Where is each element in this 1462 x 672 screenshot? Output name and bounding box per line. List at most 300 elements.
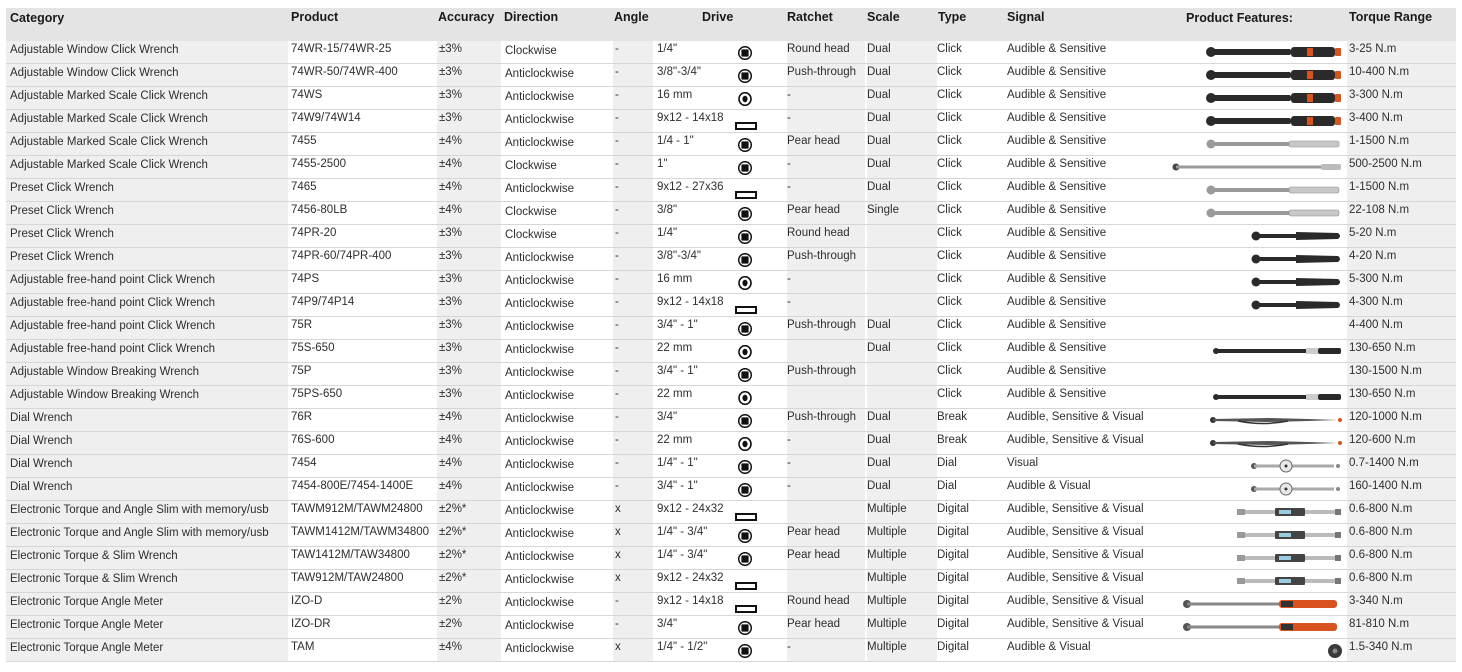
torque-range-cell: 130-1500 N.m (1347, 363, 1456, 385)
angle-cell: - (613, 340, 653, 362)
wrench-black-silver-icon (1211, 390, 1343, 408)
rect-drive-icon (735, 117, 757, 125)
drive-cell: 3/8"-3/4" (657, 66, 701, 78)
drive-cell: 9x12 - 14x18 (657, 296, 724, 308)
signal-cell: Audible, Sensitive & Visual (1007, 526, 1144, 538)
accuracy-cell: ±4% (437, 133, 501, 155)
torque-range-cell: 130-650 N.m (1347, 340, 1456, 362)
torque-range-cell: 1-1500 N.m (1347, 133, 1456, 155)
wrench-black-silver-icon (1211, 344, 1343, 362)
signal-cell: Audible, Sensitive & Visual (1007, 595, 1144, 607)
ratchet-cell: - (787, 455, 865, 477)
header-ratchet: Ratchet (787, 10, 833, 24)
accuracy-cell: ±3% (437, 110, 501, 132)
ratchet-cell (787, 386, 865, 408)
angle-cell: - (613, 593, 653, 615)
ratchet-cell: Pear head (787, 202, 865, 224)
square-drive-icon (738, 138, 752, 152)
accuracy-cell: ±3% (437, 294, 501, 316)
drive-cell: 22 mm (657, 342, 693, 354)
angle-cell: - (613, 110, 653, 132)
category-cell: Adjustable Window Breaking Wrench (6, 386, 288, 408)
direction-cell: Anticlockwise (505, 68, 575, 80)
rect-drive-icon (735, 600, 757, 608)
type-cell: Click (937, 112, 962, 124)
scale-cell: Multiple (867, 501, 937, 523)
table-row (6, 478, 1456, 501)
header-accuracy: Accuracy (438, 10, 495, 24)
header-direction: Direction (504, 10, 559, 24)
torque-range-cell: 160-1400 N.m (1347, 478, 1456, 500)
angle-cell: - (613, 202, 653, 224)
header-product-features: Product Features: (1186, 11, 1293, 25)
product-cell: 7454-800E/7454-1400E (291, 480, 414, 492)
accuracy-cell: ±3% (437, 41, 501, 63)
round-drive-icon (738, 92, 752, 106)
product-feature-image (1167, 225, 1345, 247)
torque-range-cell: 4-300 N.m (1347, 294, 1456, 316)
table-row (6, 225, 1456, 248)
signal-cell: Audible & Visual (1007, 641, 1091, 653)
product-feature-image (1167, 639, 1345, 661)
category-cell: Preset Click Wrench (6, 179, 288, 201)
signal-cell: Audible & Sensitive (1007, 112, 1107, 124)
wrench-chrome-icon (1203, 137, 1343, 155)
direction-cell: Anticlockwise (505, 643, 575, 655)
type-cell: Break (937, 434, 968, 446)
type-cell: Break (937, 411, 968, 423)
scale-cell: Dual (867, 478, 937, 500)
drive-cell: 1/4" (657, 43, 678, 55)
direction-cell: Anticlockwise (505, 620, 575, 632)
table-row (6, 455, 1456, 478)
category-cell: Dial Wrench (6, 409, 288, 431)
product-cell: 7465 (291, 181, 317, 193)
product-feature-image (1167, 432, 1345, 454)
direction-cell: Anticlockwise (505, 137, 575, 149)
table-row (6, 547, 1456, 570)
ratchet-cell: - (787, 87, 865, 109)
direction-cell: Anticlockwise (505, 459, 575, 471)
direction-cell: Anticlockwise (505, 275, 575, 287)
wrench-chrome-long-icon (1171, 160, 1343, 178)
category-cell: Adjustable free-hand point Click Wrench (6, 271, 288, 293)
product-feature-image (1167, 524, 1345, 546)
square-drive-icon (738, 552, 752, 566)
torque-range-cell: 120-600 N.m (1347, 432, 1456, 454)
product-cell: IZO-D (291, 595, 323, 607)
accuracy-cell: ±4% (437, 432, 501, 454)
product-cell: 7454 (291, 457, 317, 469)
scale-cell: Multiple (867, 570, 937, 592)
signal-cell: Audible & Sensitive (1007, 365, 1107, 377)
table-row (6, 386, 1456, 409)
product-cell: 74PR-60/74PR-400 (291, 250, 392, 262)
drive-cell: 1/4" - 3/4" (657, 526, 708, 538)
signal-cell: Audible, Sensitive & Visual (1007, 618, 1144, 630)
header-drive: Drive (702, 10, 734, 24)
square-drive-icon (738, 207, 752, 221)
category-cell: Adjustable Marked Scale Click Wrench (6, 87, 288, 109)
drive-cell: 3/4" (657, 618, 678, 630)
category-cell: Electronic Torque and Angle Slim with memory/usb (6, 501, 288, 523)
direction-cell: Anticlockwise (505, 298, 575, 310)
ratchet-cell: - (787, 294, 865, 316)
round-drive-icon (738, 345, 752, 359)
product-cell: 74WR-15/74WR-25 (291, 43, 392, 55)
table-row (6, 133, 1456, 156)
ratchet-cell (787, 501, 865, 523)
product-feature-image (1167, 409, 1345, 431)
signal-cell: Audible, Sensitive & Visual (1007, 503, 1144, 515)
wrench-digital-icon (1235, 574, 1343, 592)
ratchet-cell: - (787, 156, 865, 178)
direction-cell: Anticlockwise (505, 436, 575, 448)
scale-cell: Dual (867, 340, 937, 362)
ratchet-cell: Pear head (787, 133, 865, 155)
product-feature-image (1167, 363, 1345, 385)
direction-cell: Anticlockwise (505, 183, 575, 195)
product-feature-image (1167, 202, 1345, 224)
scale-cell: Dual (867, 179, 937, 201)
square-drive-icon (738, 46, 752, 60)
direction-cell: Anticlockwise (505, 574, 575, 586)
category-cell: Adjustable free-hand point Click Wrench (6, 317, 288, 339)
angle-cell: - (613, 156, 653, 178)
torque-range-cell: 1-1500 N.m (1347, 179, 1456, 201)
scale-cell (867, 271, 937, 293)
product-cell: TAM (291, 641, 315, 653)
product-feature-image (1167, 179, 1345, 201)
wrench-orange-long-icon (1181, 620, 1343, 638)
category-cell: Electronic Torque & Slim Wrench (6, 570, 288, 592)
wrench-short-black-icon (1248, 275, 1343, 293)
wrench-short-black-icon (1248, 229, 1343, 247)
direction-cell: Anticlockwise (505, 482, 575, 494)
product-feature-image (1167, 271, 1345, 293)
category-cell: Electronic Torque and Angle Slim with memory/usb (6, 524, 288, 546)
direction-cell: Anticlockwise (505, 390, 575, 402)
direction-cell: Anticlockwise (505, 413, 575, 425)
scale-cell: Multiple (867, 524, 937, 546)
signal-cell: Audible & Sensitive (1007, 227, 1107, 239)
accuracy-cell: ±2%* (437, 501, 501, 523)
table-header (6, 8, 1456, 41)
product-feature-image (1167, 478, 1345, 500)
accuracy-cell: ±2%* (437, 547, 501, 569)
accuracy-cell: ±4% (437, 202, 501, 224)
category-cell: Adjustable free-hand point Click Wrench (6, 294, 288, 316)
torque-range-cell: 4-400 N.m (1347, 317, 1456, 339)
signal-cell: Audible & Sensitive (1007, 388, 1107, 400)
drive-cell: 1/4" - 1/2" (657, 641, 708, 653)
header-torque-range: Torque Range (1349, 10, 1433, 24)
angle-cell: x (613, 501, 653, 523)
product-cell: TAW912M/TAW24800 (291, 572, 404, 584)
product-feature-image (1167, 455, 1345, 477)
type-cell: Digital (937, 595, 969, 607)
product-feature-image (1167, 570, 1345, 592)
category-cell: Preset Click Wrench (6, 248, 288, 270)
table-row (6, 501, 1456, 524)
signal-cell: Audible & Sensitive (1007, 158, 1107, 170)
signal-cell: Audible & Sensitive (1007, 296, 1107, 308)
square-drive-icon (738, 69, 752, 83)
direction-cell: Anticlockwise (505, 252, 575, 264)
accuracy-cell: ±3% (437, 87, 501, 109)
signal-cell: Audible, Sensitive & Visual (1007, 411, 1144, 423)
product-cell: 75P (291, 365, 312, 377)
table-row (6, 432, 1456, 455)
type-cell: Click (937, 181, 962, 193)
ratchet-cell: Round head (787, 225, 865, 247)
type-cell: Dial (937, 480, 957, 492)
accuracy-cell: ±4% (437, 639, 501, 661)
angle-cell: - (613, 455, 653, 477)
table-row (6, 156, 1456, 179)
rect-drive-icon (735, 301, 757, 309)
accuracy-cell: ±3% (437, 386, 501, 408)
scale-cell (867, 248, 937, 270)
table-row (6, 294, 1456, 317)
table-row (6, 202, 1456, 225)
torque-range-cell: 3-25 N.m (1347, 41, 1456, 63)
rect-drive-icon (735, 508, 757, 516)
direction-cell: Clockwise (505, 45, 557, 57)
accuracy-cell: ±3% (437, 64, 501, 86)
product-feature-image (1167, 616, 1345, 638)
category-cell: Preset Click Wrench (6, 202, 288, 224)
wrench-break-icon (1208, 413, 1343, 431)
drive-cell: 9x12 - 14x18 (657, 595, 724, 607)
torque-range-cell: 0.7-1400 N.m (1347, 455, 1456, 477)
accuracy-cell: ±3% (437, 248, 501, 270)
wrench-chrome-icon (1203, 206, 1343, 224)
product-feature-image (1167, 501, 1345, 523)
accuracy-cell: ±2%* (437, 570, 501, 592)
direction-cell: Clockwise (505, 206, 557, 218)
product-cell: TAW1412M/TAW34800 (291, 549, 410, 561)
type-cell: Digital (937, 526, 969, 538)
drive-cell: 9x12 - 27x36 (657, 181, 724, 193)
table-row (6, 41, 1456, 64)
type-cell: Digital (937, 549, 969, 561)
square-drive-icon (738, 621, 752, 635)
wrench-black-orange-icon (1203, 91, 1343, 109)
angle-cell: - (613, 294, 653, 316)
scale-cell: Multiple (867, 616, 937, 638)
direction-cell: Anticlockwise (505, 367, 575, 379)
table-row (6, 317, 1456, 340)
angle-cell: - (613, 179, 653, 201)
angle-cell: - (613, 432, 653, 454)
scale-cell: Dual (867, 87, 937, 109)
drive-cell: 16 mm (657, 89, 693, 101)
scale-cell (867, 386, 937, 408)
angle-cell: x (613, 570, 653, 592)
wrench-digital-icon (1235, 528, 1343, 546)
drive-cell: 22 mm (657, 434, 693, 446)
table-row (6, 409, 1456, 432)
angle-cell: - (613, 317, 653, 339)
scale-cell (867, 294, 937, 316)
category-cell: Electronic Torque Angle Meter (6, 639, 288, 661)
type-cell: Click (937, 204, 962, 216)
header-signal: Signal (1007, 10, 1045, 24)
direction-cell: Anticlockwise (505, 91, 575, 103)
torque-range-cell: 4-20 N.m (1347, 248, 1456, 270)
round-drive-icon (738, 391, 752, 405)
ratchet-cell: - (787, 478, 865, 500)
product-feature-image (1167, 340, 1345, 362)
type-cell: Click (937, 158, 962, 170)
type-cell: Click (937, 365, 962, 377)
ratchet-cell: Pear head (787, 616, 865, 638)
category-cell: Dial Wrench (6, 455, 288, 477)
table-row (6, 64, 1456, 87)
torque-range-cell: 5-300 N.m (1347, 271, 1456, 293)
product-cell: 7455-2500 (291, 158, 346, 170)
angle-cell: - (613, 271, 653, 293)
square-drive-icon (738, 644, 752, 658)
wrench-short-black-icon (1248, 298, 1343, 316)
product-cell: 7456-80LB (291, 204, 348, 216)
torque-range-cell: 3-400 N.m (1347, 110, 1456, 132)
category-cell: Dial Wrench (6, 478, 288, 500)
table-row (6, 248, 1456, 271)
accuracy-cell: ±2%* (437, 524, 501, 546)
type-cell: Click (937, 89, 962, 101)
product-cell: 75PS-650 (291, 388, 343, 400)
type-cell: Click (937, 296, 962, 308)
scale-cell: Dual (867, 110, 937, 132)
torque-range-cell: 3-340 N.m (1347, 593, 1456, 615)
square-drive-icon (738, 460, 752, 474)
product-feature-image (1167, 547, 1345, 569)
angle-cell: - (613, 41, 653, 63)
type-cell: Digital (937, 503, 969, 515)
angle-cell: - (613, 133, 653, 155)
round-drive-icon (738, 437, 752, 451)
scale-cell: Single (867, 202, 937, 224)
category-cell: Adjustable Window Click Wrench (6, 64, 288, 86)
drive-cell: 3/8" (657, 204, 678, 216)
signal-cell: Audible & Sensitive (1007, 342, 1107, 354)
drive-cell: 3/8"-3/4" (657, 250, 701, 262)
drive-cell: 1/4" - 3/4" (657, 549, 708, 561)
scale-cell: Dual (867, 64, 937, 86)
ratchet-cell: - (787, 179, 865, 201)
product-cell: 74PS (291, 273, 320, 285)
angle-cell: x (613, 524, 653, 546)
wrench-short-black-icon (1248, 252, 1343, 270)
product-cell: 75S-650 (291, 342, 335, 354)
table-row (6, 271, 1456, 294)
accuracy-cell: ±4% (437, 455, 501, 477)
header-type: Type (938, 10, 967, 24)
wrench-break-icon (1208, 436, 1343, 454)
square-drive-icon (738, 322, 752, 336)
type-cell: Click (937, 273, 962, 285)
direction-cell: Clockwise (505, 160, 557, 172)
signal-cell: Audible & Sensitive (1007, 204, 1107, 216)
accuracy-cell: ±2% (437, 616, 501, 638)
product-feature-image (1167, 386, 1345, 408)
ratchet-cell: Push-through (787, 317, 865, 339)
header-scale: Scale (867, 10, 900, 24)
table-row (6, 593, 1456, 616)
product-feature-image (1167, 317, 1345, 339)
accuracy-cell: ±3% (437, 317, 501, 339)
torque-range-cell: 130-650 N.m (1347, 386, 1456, 408)
product-feature-image (1167, 133, 1345, 155)
product-cell: 74PR-20 (291, 227, 337, 239)
category-cell: Electronic Torque Angle Meter (6, 593, 288, 615)
table-row (6, 179, 1456, 202)
signal-cell: Audible & Sensitive (1007, 66, 1107, 78)
scale-cell: Multiple (867, 593, 937, 615)
table-row (6, 616, 1456, 639)
drive-cell: 3/4" (657, 411, 678, 423)
torque-range-cell: 120-1000 N.m (1347, 409, 1456, 431)
square-drive-icon (738, 483, 752, 497)
angle-cell: - (613, 386, 653, 408)
signal-cell: Audible & Sensitive (1007, 89, 1107, 101)
table-row (6, 363, 1456, 386)
category-cell: Adjustable Marked Scale Click Wrench (6, 156, 288, 178)
signal-cell: Audible & Sensitive (1007, 319, 1107, 331)
direction-cell: Clockwise (505, 229, 557, 241)
header-product: Product (291, 10, 339, 24)
signal-cell: Audible & Visual (1007, 480, 1091, 492)
drive-cell: 9x12 - 14x18 (657, 112, 724, 124)
category-cell: Adjustable free-hand point Click Wrench (6, 340, 288, 362)
ratchet-cell: Round head (787, 41, 865, 63)
square-drive-icon (738, 368, 752, 382)
ratchet-cell: Push-through (787, 64, 865, 86)
rect-drive-icon (735, 186, 757, 194)
ratchet-cell: - (787, 110, 865, 132)
wrench-dial-icon (1248, 459, 1343, 477)
product-cell: 76S-600 (291, 434, 335, 446)
wrench-chrome-icon (1203, 183, 1343, 201)
table-row (6, 340, 1456, 363)
accuracy-cell: ±3% (437, 271, 501, 293)
table-row (6, 639, 1456, 662)
ratchet-cell: Push-through (787, 248, 865, 270)
angle-cell: x (613, 547, 653, 569)
direction-cell: Anticlockwise (505, 551, 575, 563)
square-drive-icon (738, 529, 752, 543)
angle-meter-icon (1327, 643, 1343, 661)
scale-cell: Dual (867, 409, 937, 431)
square-drive-icon (738, 230, 752, 244)
square-drive-icon (738, 253, 752, 267)
drive-cell: 3/4" - 1" (657, 480, 698, 492)
angle-cell: - (613, 225, 653, 247)
product-feature-image (1167, 87, 1345, 109)
ratchet-cell: - (787, 639, 865, 661)
direction-cell: Anticlockwise (505, 344, 575, 356)
table-row (6, 87, 1456, 110)
wrench-black-orange-icon (1203, 68, 1343, 86)
product-feature-image (1167, 110, 1345, 132)
product-cell: 74WS (291, 89, 323, 101)
drive-cell: 1/4" - 1" (657, 457, 698, 469)
signal-cell: Audible, Sensitive & Visual (1007, 549, 1144, 561)
category-cell: Preset Click Wrench (6, 225, 288, 247)
torque-range-cell: 0.6-800 N.m (1347, 524, 1456, 546)
